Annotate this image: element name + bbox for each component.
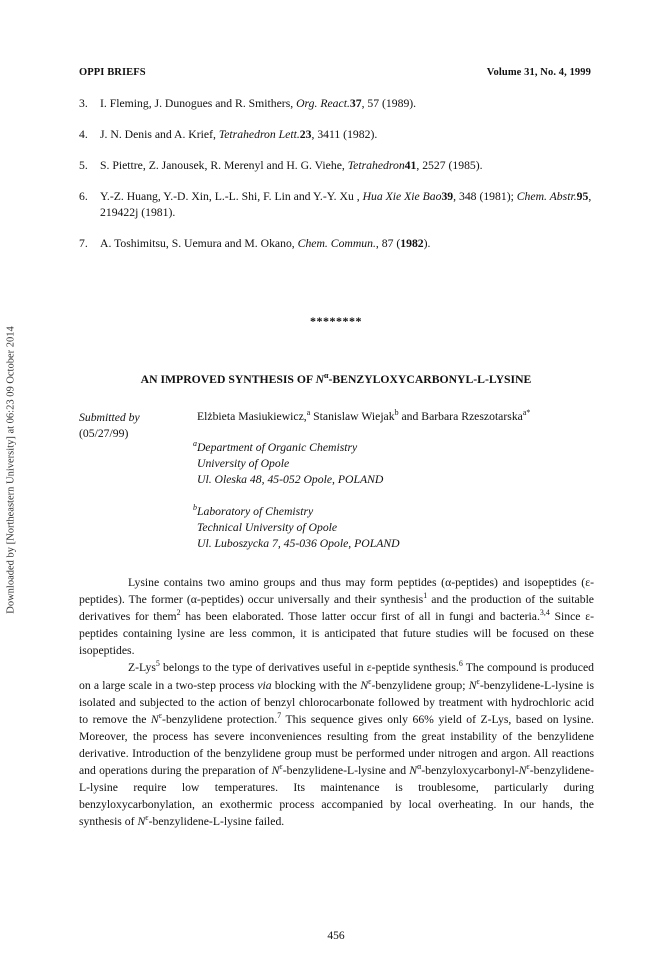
- reference-number: 5.: [79, 159, 88, 172]
- article-body: [79, 574, 594, 830]
- reference-item: [79, 158, 599, 174]
- affiliation-university: University of Opole: [197, 457, 290, 470]
- body-paragraph: Lysine contains two amino groups and thus may form peptides (α-peptides) and isopeptides (ε-peptides). The former (α-peptides) occur universally and their synthesis$^1$ and the production of the suitable derivatives for them$^2$ has been elaborated. Those latter occur first of all in fungi and bacteria.$^{3,4}$ Since ε-peptides containing lysine are less common, it is anticipated that future studies will be focused on these isopeptides.: [79, 576, 594, 658]
- affiliation-department: Department of Organic Chemistry: [196, 441, 358, 454]
- reference-text: Y.-Z. Huang, Y.-D. Xin, L.-L. Shi, F. Lin and Y.-Y. Xu , Hua Xie Xie Bao39, 348 (1981); Chem. Abstr.95, 219422j (1981).: [100, 190, 592, 219]
- reference-item: [79, 96, 599, 112]
- affiliation-b: [193, 504, 400, 552]
- submitted-date: (05/27/99): [79, 427, 129, 440]
- section-separator: ********: [310, 314, 362, 328]
- download-watermark: [1, 300, 21, 640]
- volume-info: Volume 31, No. 4, 1999: [486, 67, 591, 78]
- reference-text: A. Toshimitsu, S. Uemura and M. Okano, Chem. Commun., 87 (1982).: [100, 237, 431, 250]
- reference-number: 6.: [79, 190, 88, 203]
- affiliation-mark: b: [193, 503, 197, 513]
- reference-number: 3.: [79, 97, 88, 110]
- author-list: Elżbieta Masiukiewicz,$^a$ Stanislaw Wiejak$^b$ and Barbara Rzeszotarska$^{a*}$: [197, 408, 531, 423]
- affiliation-department: Laboratory of Chemistry: [196, 505, 314, 518]
- affiliation-a: [193, 440, 383, 488]
- download-watermark-text: Downloaded by [Northeastern University] at 06:23 09 October 2014: [5, 326, 17, 614]
- reference-item: [79, 127, 599, 143]
- running-header: [79, 67, 591, 78]
- reference-item: [79, 189, 599, 221]
- affiliation-address: Ul. Oleska 48, 45-052 Opole, POLAND: [197, 473, 384, 486]
- reference-item: [79, 236, 599, 252]
- reference-text: I. Fleming, J. Dunogues and R. Smithers, Org. React.37, 57 (1989).: [100, 97, 417, 110]
- reference-number: 4.: [79, 128, 88, 141]
- journal-section: OPPI BRIEFS: [79, 67, 146, 78]
- page-number: 456: [327, 930, 345, 942]
- affiliation-mark: a: [193, 439, 197, 449]
- reference-list: [79, 96, 599, 267]
- body-paragraph: Z-Lys$^5$ belongs to the type of derivatives useful in ε-peptide synthesis.$^6$ The compound is produced on a large scale in a two-step process via blocking with the $N^\varepsilon$-benzylidene group; $N^\varepsilon-benzylidene-L$-lysine is isolated and subjected to the action of benzyl chlorocarbonate followed by treatment with hydrochloric acid to remove the $N^\varepsilon$-benzylidene protection.$^7$ This sequence gives only 66% yield of Z-Lys, based on lysine. Moreover, the process has severe inconveniences resulting from the great instability of the benzylidene derivative. Introduction of the benzylidene group must be performed under nitrogen and argon. All reactions and operations during the preparation of $N^\varepsilon-benzylidene-L$-lysine and $N^\alpha-benzyloxycarbonyl-N^\varepsilon-benzylidene-L$-lysine require low temperatures. Its maintenance is troublesome, particularly during benzyloxycarbonylation, an exothermic process accompanied by local overheating. In our hands, the synthesis of $N^\varepsilon-benzylidene-L$-lysine failed.: [79, 659, 594, 829]
- reference-text: J. N. Denis and A. Krief, Tetrahedron Lett.23, 3411 (1982).: [100, 128, 378, 141]
- affiliation-address: Ul. Luboszycka 7, 45-036 Opole, POLAND: [197, 537, 400, 550]
- submitted-label: Submitted by: [79, 411, 140, 424]
- article-title: AN IMPROVED SYNTHESIS OF $N^\alpha-BENZYLOXYCARBONYL-L$-LYSINE: [140, 371, 532, 386]
- reference-text: S. Piettre, Z. Janousek, R. Merenyl and H. G. Viehe, Tetrahedron41, 2527 (1985).: [100, 159, 483, 172]
- affiliation-university: Technical University of Opole: [197, 521, 338, 534]
- submission-info: [79, 410, 140, 442]
- reference-number: 7.: [79, 237, 88, 250]
